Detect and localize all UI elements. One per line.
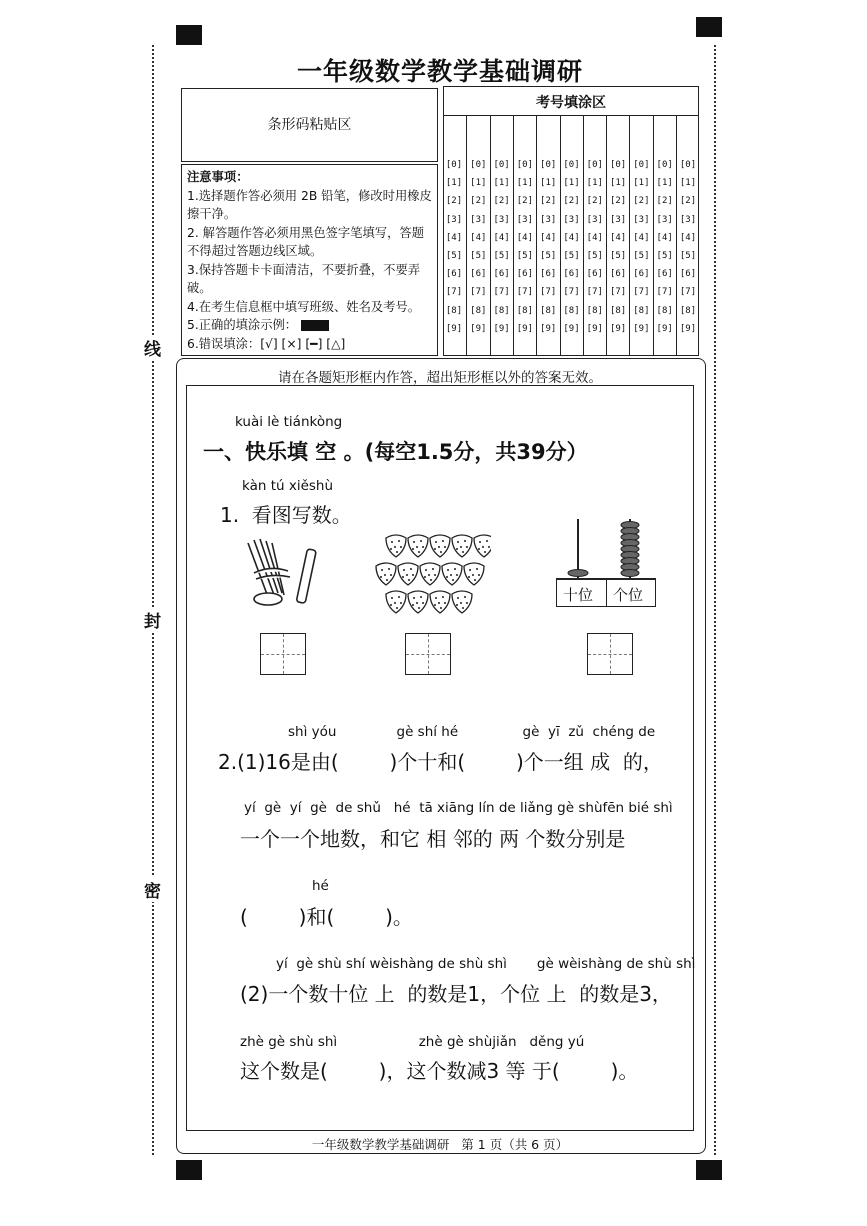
- id-digit-bubble[interactable]: [6]: [586, 269, 603, 280]
- corner-marker-bottom-right: [696, 1160, 722, 1180]
- id-digit-bubble[interactable]: [3]: [540, 214, 557, 225]
- id-digit-bubble[interactable]: [8]: [656, 305, 673, 316]
- id-column: [513, 116, 536, 356]
- id-column: [466, 116, 489, 356]
- id-digit-bubble[interactable]: [7]: [563, 287, 580, 298]
- id-digit-bubble[interactable]: [4]: [516, 232, 534, 243]
- section1-title: 一、快乐填 空 。(每空1.5分，共39分）: [203, 440, 588, 464]
- q2-line-1: 2.(1)16是由( )个十和( )个一组 成 的，: [218, 750, 663, 774]
- notes-title: 注意事项：: [187, 170, 249, 184]
- id-digit-bubble[interactable]: [5]: [563, 251, 580, 261]
- id-digit-bubble[interactable]: [5]: [445, 251, 463, 261]
- id-digit-bubble[interactable]: [1]: [586, 178, 603, 189]
- id-digit-bubble[interactable]: [5]: [516, 251, 534, 261]
- id-column: [676, 116, 699, 356]
- id-digit-bubble[interactable]: [7]: [470, 287, 487, 298]
- id-digit-bubble[interactable]: [3]: [679, 214, 697, 225]
- id-column: [490, 116, 513, 356]
- strawberry: [386, 591, 406, 613]
- id-digit-bubble[interactable]: [2]: [656, 196, 673, 207]
- q1-pinyin: kàn tú xiěshù: [242, 478, 334, 494]
- id-digit-bubble[interactable]: [7]: [516, 287, 534, 298]
- id-digit-bubble[interactable]: [8]: [445, 305, 463, 316]
- id-digit-bubble[interactable]: [3]: [470, 214, 487, 225]
- id-digit-bubble[interactable]: [4]: [540, 232, 557, 243]
- q2-pinyin-4: yí gè shù shí wèishàng de shù shì gè wèishàng de shù shì: [276, 956, 696, 972]
- id-digit-bubble[interactable]: [1]: [493, 178, 510, 189]
- bundle-sticks-image: [240, 535, 325, 610]
- id-column: [443, 116, 466, 356]
- id-digit-bubble[interactable]: [7]: [586, 287, 603, 298]
- id-digit-bubble[interactable]: [1]: [609, 178, 627, 189]
- id-digit-bubble[interactable]: [2]: [540, 196, 557, 207]
- id-digit-bubble[interactable]: [0]: [516, 160, 534, 170]
- id-digit-bubble[interactable]: [1]: [470, 178, 487, 189]
- id-digit-bubble[interactable]: [5]: [656, 251, 673, 261]
- q2-line-3: ( )和( )。: [240, 905, 413, 929]
- id-digit-bubble[interactable]: [9]: [679, 323, 697, 334]
- id-digit-bubble[interactable]: [3]: [516, 214, 534, 225]
- strawberry: [442, 563, 462, 585]
- strawberry: [430, 591, 450, 613]
- id-digit-bubble[interactable]: [9]: [633, 323, 650, 334]
- id-digit-bubble[interactable]: [5]: [586, 251, 603, 261]
- id-digit-bubble[interactable]: [6]: [633, 269, 650, 280]
- id-digit-bubble[interactable]: [6]: [445, 269, 463, 280]
- id-digit-bubble[interactable]: [3]: [563, 214, 580, 225]
- id-digit-bubble[interactable]: [4]: [445, 232, 463, 243]
- corner-marker-top-left: [176, 25, 202, 45]
- notes-item: 3.保持答题卡卡面清洁，不要折叠，不要弄破。: [187, 262, 421, 295]
- id-digit-bubble[interactable]: [9]: [656, 323, 673, 334]
- strawberries-image: [373, 528, 491, 616]
- id-digit-bubble[interactable]: [9]: [516, 323, 534, 334]
- id-digit-bubble[interactable]: [7]: [493, 287, 510, 298]
- notes-item: 1.选择题作答必须用 2B 铅笔，修改时用橡皮擦干净。: [187, 188, 432, 221]
- id-digit-bubble[interactable]: [9]: [609, 323, 627, 334]
- answer-box-abacus[interactable]: [587, 633, 633, 675]
- id-digit-bubble[interactable]: [5]: [540, 251, 557, 261]
- id-digit-bubble[interactable]: [6]: [516, 269, 534, 280]
- corner-marker-top-right: [696, 17, 722, 37]
- id-digit-bubble[interactable]: [0]: [633, 160, 650, 170]
- id-digit-bubble[interactable]: [2]: [586, 196, 603, 207]
- q2-pinyin-3: hé: [312, 878, 329, 894]
- id-digit-bubble[interactable]: [1]: [563, 178, 580, 189]
- id-digit-bubble[interactable]: [2]: [445, 196, 463, 207]
- id-area-title: 考号填涂区: [536, 95, 606, 111]
- id-digit-bubble[interactable]: [3]: [633, 214, 650, 225]
- id-digit-bubble[interactable]: [5]: [609, 251, 627, 261]
- id-digit-bubble[interactable]: [4]: [679, 232, 697, 243]
- q1-text: 1. 看图写数。: [220, 503, 352, 527]
- id-digit-bubble[interactable]: [6]: [493, 269, 510, 280]
- id-digit-bubble[interactable]: [3]: [586, 214, 603, 225]
- id-digit-bubble[interactable]: [5]: [493, 251, 510, 261]
- abacus-tens-label: 十位: [563, 586, 594, 604]
- answer-notice: 请在各题矩形框内作答，超出矩形框以外的答案无效。: [278, 370, 602, 386]
- id-column: [606, 116, 629, 356]
- answer-box-strawberries[interactable]: [405, 633, 451, 675]
- id-digit-bubble[interactable]: [1]: [633, 178, 650, 189]
- notes-item: 5.正确的填涂示例：: [187, 316, 432, 335]
- barcode-label: 条形码粘贴区: [267, 117, 352, 133]
- q2-line-2: 一个一个地数，和它 相 邻的 两 个数分别是: [240, 827, 626, 851]
- id-digit-bubble[interactable]: [2]: [563, 196, 580, 207]
- id-digit-bubble[interactable]: [0]: [586, 160, 603, 170]
- strawberry: [452, 535, 472, 557]
- id-digit-bubble[interactable]: [6]: [563, 269, 580, 280]
- id-digit-bubble[interactable]: [6]: [470, 269, 487, 280]
- id-digit-bubble[interactable]: [4]: [493, 232, 510, 243]
- notes-item: 4.在考生信息框中填写班级、姓名及考号。: [187, 299, 421, 314]
- id-digit-bubble[interactable]: [8]: [609, 305, 627, 316]
- id-digit-bubble[interactable]: [0]: [563, 160, 580, 170]
- id-digit-bubble[interactable]: [0]: [609, 160, 627, 170]
- id-digit-bubble[interactable]: [6]: [656, 269, 673, 280]
- id-digit-bubble[interactable]: [3]: [445, 214, 463, 225]
- id-digit-bubble[interactable]: [2]: [633, 196, 650, 207]
- id-digit-bubble[interactable]: [8]: [679, 305, 697, 316]
- id-digit-bubble[interactable]: [7]: [679, 287, 697, 298]
- id-digit-bubble[interactable]: [1]: [540, 178, 557, 189]
- id-digit-bubble[interactable]: [2]: [516, 196, 534, 207]
- id-digit-bubble[interactable]: [0]: [470, 160, 487, 170]
- id-digit-bubble[interactable]: [4]: [563, 232, 580, 243]
- id-digit-bubble[interactable]: [7]: [609, 287, 627, 298]
- id-digit-bubble[interactable]: [6]: [609, 269, 627, 280]
- id-digit-bubble[interactable]: [0]: [656, 160, 673, 170]
- id-digit-bubble[interactable]: [8]: [493, 305, 510, 316]
- notes-box: [181, 164, 438, 356]
- q2-pinyin-5: zhè gè shù shì zhè gè shùjiǎn děng yú: [240, 1034, 585, 1050]
- answer-box-sticks[interactable]: [260, 633, 306, 675]
- id-digit-bubble[interactable]: [9]: [445, 323, 463, 334]
- id-digit-bubble[interactable]: [0]: [445, 160, 463, 170]
- strawberry: [408, 535, 428, 557]
- strawberry: [420, 563, 440, 585]
- id-digit-bubble[interactable]: [3]: [493, 214, 510, 225]
- q2-line-5: 这个数是( )，这个数减3 等 于( )。: [240, 1059, 639, 1083]
- id-digit-bubble[interactable]: [8]: [586, 305, 603, 316]
- id-digit-bubble[interactable]: [0]: [540, 160, 557, 170]
- abacus-ones-label: 个位: [613, 586, 644, 604]
- side-label-xian: 线: [144, 335, 161, 360]
- id-digit-bubble[interactable]: [6]: [540, 269, 557, 280]
- abacus-place-table: [556, 579, 656, 607]
- id-digit-bubble[interactable]: [1]: [516, 178, 534, 189]
- id-column: [536, 116, 559, 356]
- id-digit-bubble[interactable]: [5]: [679, 251, 697, 261]
- id-digit-bubble[interactable]: [9]: [563, 323, 580, 334]
- id-digit-bubble[interactable]: [4]: [609, 232, 627, 243]
- id-digit-bubble[interactable]: [0]: [493, 160, 510, 170]
- strawberry: [398, 563, 418, 585]
- id-digit-bubble[interactable]: [1]: [656, 178, 673, 189]
- q2-pinyin-1: shì yóu gè shí hé gè yī zǔ chéng de: [288, 724, 656, 740]
- id-column: [653, 116, 676, 356]
- id-digit-bubble[interactable]: [8]: [470, 305, 487, 316]
- id-column: [583, 116, 606, 356]
- notes-item: 2. 解答题作答必须用黑色签字笔填写，答题不得超过答题边线区域。: [187, 225, 424, 258]
- id-digit-bubble[interactable]: [8]: [516, 305, 534, 316]
- id-digit-bubble[interactable]: [7]: [633, 287, 650, 298]
- id-digit-bubble[interactable]: [2]: [679, 196, 697, 207]
- id-digit-bubble[interactable]: [8]: [563, 305, 580, 316]
- id-digit-bubble[interactable]: [6]: [679, 269, 697, 280]
- strawberry: [430, 535, 450, 557]
- q2-line-4: (2)一个数十位 上 的数是1，个位 上 的数是3，: [240, 982, 672, 1006]
- id-digit-bubble[interactable]: [3]: [656, 214, 673, 225]
- id-digit-bubble[interactable]: [1]: [679, 178, 697, 189]
- exam-title: 一年级数学教学基础调研: [296, 57, 583, 86]
- barcode-area: [181, 88, 438, 162]
- strawberry: [386, 535, 406, 557]
- id-digit-bubble[interactable]: [4]: [656, 232, 673, 243]
- id-digit-bubble[interactable]: [3]: [609, 214, 627, 225]
- id-digit-bubble[interactable]: [2]: [470, 196, 487, 207]
- id-digit-bubble[interactable]: [1]: [445, 178, 463, 189]
- binding-line-left: [152, 45, 154, 1155]
- section1-pinyin: kuài lè tiánkòng: [235, 414, 343, 430]
- strawberry: [408, 591, 428, 613]
- abacus-divider: [606, 580, 607, 606]
- id-digit-bubble[interactable]: [5]: [470, 251, 487, 261]
- id-digit-bubble[interactable]: [9]: [540, 323, 557, 334]
- id-digit-bubble[interactable]: [2]: [493, 196, 510, 207]
- side-label-feng: 封: [144, 607, 161, 632]
- id-digit-bubble[interactable]: [5]: [633, 251, 650, 261]
- id-digit-bubble[interactable]: [0]: [679, 160, 697, 170]
- id-digit-bubble[interactable]: [2]: [609, 196, 627, 207]
- id-digit-bubble[interactable]: [8]: [633, 305, 650, 316]
- binding-line-right: [714, 45, 716, 1155]
- page-footer: 一年级数学教学基础调研 第 1 页（共 6 页）: [311, 1137, 569, 1152]
- notes-item: 6.错误填涂：[√] [×] [━] [△]: [187, 336, 346, 351]
- q2-pinyin-2: yí gè yí gè de shǔ hé tā xiāng lín de liǎng gè shùfēn bié shì: [244, 800, 673, 816]
- strawberry: [464, 563, 484, 585]
- id-column: [560, 116, 583, 356]
- strawberry: [376, 563, 396, 585]
- id-digit-bubble[interactable]: [4]: [633, 232, 650, 243]
- filled-example-swatch: [301, 320, 329, 331]
- id-digit-bubble[interactable]: [4]: [586, 232, 603, 243]
- id-digit-bubble[interactable]: [9]: [493, 323, 510, 334]
- id-digit-bubble[interactable]: [7]: [656, 287, 673, 298]
- corner-marker-bottom-left: [176, 1160, 202, 1180]
- strawberry: [452, 591, 472, 613]
- side-label-mi: 密: [144, 877, 161, 902]
- strawberry: [474, 535, 491, 557]
- id-digit-bubble[interactable]: [8]: [540, 305, 557, 316]
- id-digit-bubble[interactable]: [4]: [470, 232, 487, 243]
- id-digit-bubble[interactable]: [7]: [445, 287, 463, 298]
- abacus-image: [556, 515, 656, 587]
- id-digit-bubble[interactable]: [7]: [540, 287, 557, 298]
- id-column: [629, 116, 652, 356]
- id-digit-bubble[interactable]: [9]: [586, 323, 603, 334]
- id-digit-bubble[interactable]: [9]: [470, 323, 487, 334]
